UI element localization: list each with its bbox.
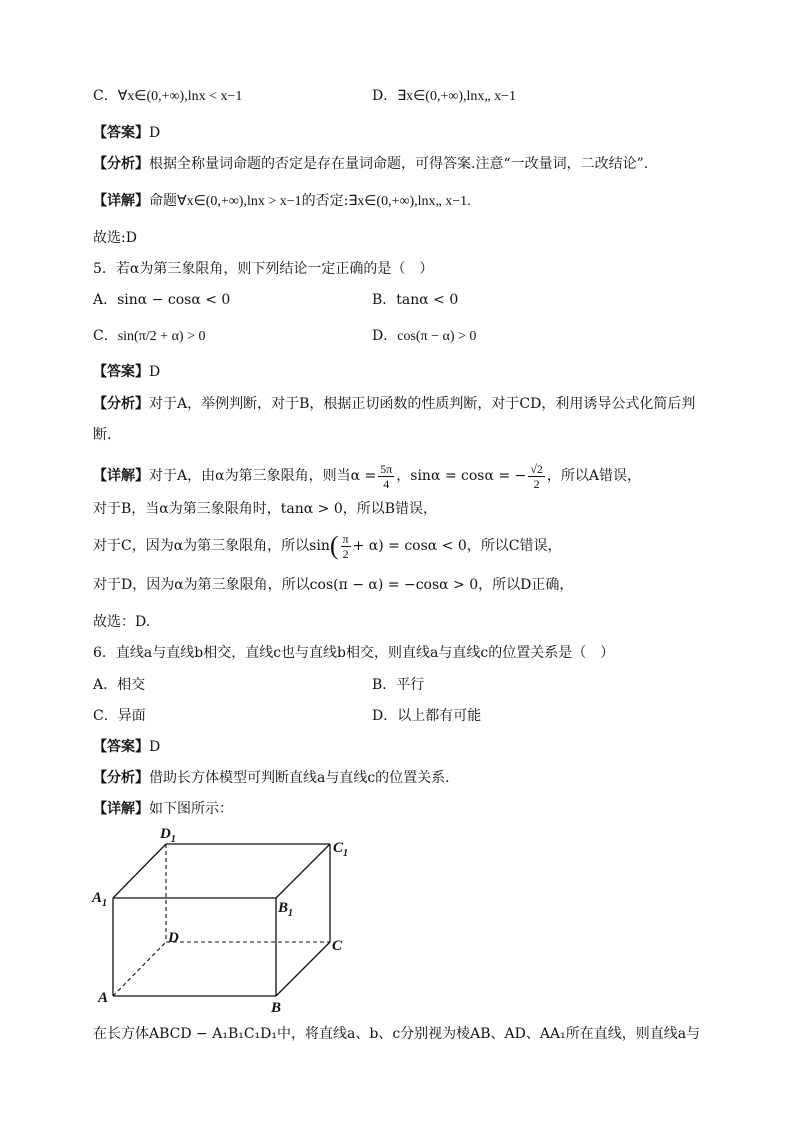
edge-bc: [276, 942, 330, 996]
analysis-tag: 【分析】: [93, 156, 149, 172]
answer-tag: 【答案】: [93, 125, 149, 141]
q5-option-a: A．sinα − cosα < 0: [93, 292, 231, 308]
left-paren: (: [329, 531, 339, 560]
q5-analysis: [93, 394, 695, 414]
detail-math: ∃x∈(0,+∞),lnx„ x−1.: [348, 194, 471, 209]
detail-math: ∀x∈(0,+∞),lnx > x−1: [177, 194, 302, 209]
q6-last-line: 在长方体ABCD − A₁B₁C₁D₁中，将直线a、b、c分别视为棱AB、AD、AA₁所在直线，则直线a与: [93, 1026, 701, 1042]
answer-tag: 【答案】: [93, 364, 149, 380]
vertex-label-c: C: [332, 938, 343, 954]
option-label: C．: [93, 328, 118, 344]
fraction-numerator: √2: [530, 461, 543, 476]
analysis-tag: 【分析】: [93, 770, 149, 786]
q5-stem: 5．若α为第三象限角，则下列结论一定正确的是（ ）: [93, 261, 434, 277]
q6-option-c: C．异面: [93, 708, 146, 724]
q6-analysis: [93, 768, 450, 788]
detail-text: + α) = cosα < 0，所以C错误，: [352, 538, 562, 554]
q5-option-b: B．tanα < 0: [372, 292, 459, 308]
vertex-label-a1: $A_1$: [92, 890, 108, 909]
fraction-denominator: 2: [533, 476, 540, 491]
q4-option-c-label: C．: [93, 88, 118, 104]
detail-tag: 【详解】: [93, 193, 149, 209]
q5-detail-1: [93, 460, 641, 492]
q5-answer: [93, 362, 160, 382]
q5-conclusion: 故选：D.: [93, 614, 151, 630]
detail-text: 的否定:: [301, 193, 349, 209]
q4-option-d-label: D．: [372, 88, 398, 104]
detail-text: 对于C，因为α为第三象限角，所以sin: [93, 538, 330, 554]
fraction: [378, 462, 394, 491]
answer-value: D: [149, 739, 161, 755]
analysis-text: 根据全称量词命题的否定是存在量词命题，可得答案.注意“一改量词，二改结论”.: [149, 156, 649, 172]
q4-detail: [93, 191, 471, 212]
q4-analysis: [93, 154, 648, 174]
answer-tag: 【答案】: [93, 739, 149, 755]
answer-value: D: [149, 364, 161, 380]
q6-option-a: A．相交: [93, 677, 146, 693]
q4-option-d: [372, 86, 516, 107]
detail-tag: 【详解】: [93, 468, 149, 484]
cuboid-figure: [88, 820, 368, 1020]
analysis-text: 借助长方体模型可判断直线a与直线c的位置关系.: [149, 770, 450, 786]
q5-detail-2: 对于B，当α为第三象限角时，tanα > 0，所以B错误，: [93, 501, 438, 517]
edge-ad-hidden: [113, 942, 166, 996]
q5-analysis-cont: 断.: [93, 427, 112, 443]
fraction: [341, 532, 351, 561]
q6-stem: 6．直线a与直线b相交，直线c也与直线b相交，则直线a与直线c的位置关系是（ ）: [93, 645, 615, 661]
q4-answer: [93, 123, 160, 143]
q6-detail: [93, 799, 233, 819]
fraction-denominator: 2: [342, 546, 349, 561]
option-math: cos(π − α) > 0: [397, 329, 477, 344]
q4-options-row: [93, 86, 242, 107]
q6-option-d: D．以上都有可能: [372, 708, 482, 724]
edge-a1d1: [113, 844, 166, 898]
detail-text: 对于A，由α为第三象限角，则当α =: [149, 468, 377, 484]
detail-text: ，sinα = cosα = −: [396, 468, 527, 484]
vertex-label-c1: $C_1$: [333, 840, 349, 859]
q5-option-c: [93, 326, 205, 347]
q6-answer: [93, 737, 160, 757]
option-label: D．: [372, 328, 398, 344]
fraction-denominator: 4: [383, 476, 390, 491]
analysis-tag: 【分析】: [93, 396, 149, 412]
analysis-text: 对于A，举例判断，对于B，根据正切函数的性质判断，对于CD，利用诱导公式化简后判: [149, 396, 696, 412]
detail-text: 命题: [149, 193, 177, 209]
fraction-numerator: π: [342, 531, 349, 546]
detail-text: 如下图所示：: [149, 801, 233, 817]
edge-b1c1: [276, 844, 330, 898]
vertex-label-b1: $B_1$: [278, 900, 294, 919]
fraction-numerator: 5π: [380, 461, 393, 476]
option-math: sin(π/2 + α) > 0: [117, 329, 206, 344]
q4-conclusion: 故选:D: [93, 230, 137, 246]
answer-value: D: [149, 125, 161, 141]
vertex-label-d: D: [168, 930, 179, 946]
q4-option-d-math: ∃x∈(0,+∞),lnx„ x−1: [397, 89, 516, 104]
vertex-label-b: B: [271, 1000, 282, 1016]
q4-option-c-math: ∀x∈(0,+∞),lnx < x−1: [117, 89, 243, 104]
q5-detail-4: 对于D，因为α为第三象限角，所以cos(π − α) = −cosα > 0，所以D正确，: [93, 577, 574, 593]
vertex-label-a: A: [98, 990, 109, 1006]
vertex-label-d1: $D_1$: [160, 826, 176, 845]
fraction: [528, 462, 545, 491]
detail-text: ，所以A错误，: [546, 468, 642, 484]
q5-option-d: [372, 326, 476, 347]
detail-tag: 【详解】: [93, 801, 149, 817]
q6-option-b: B．平行: [372, 677, 425, 693]
q5-detail-3: [93, 530, 561, 562]
